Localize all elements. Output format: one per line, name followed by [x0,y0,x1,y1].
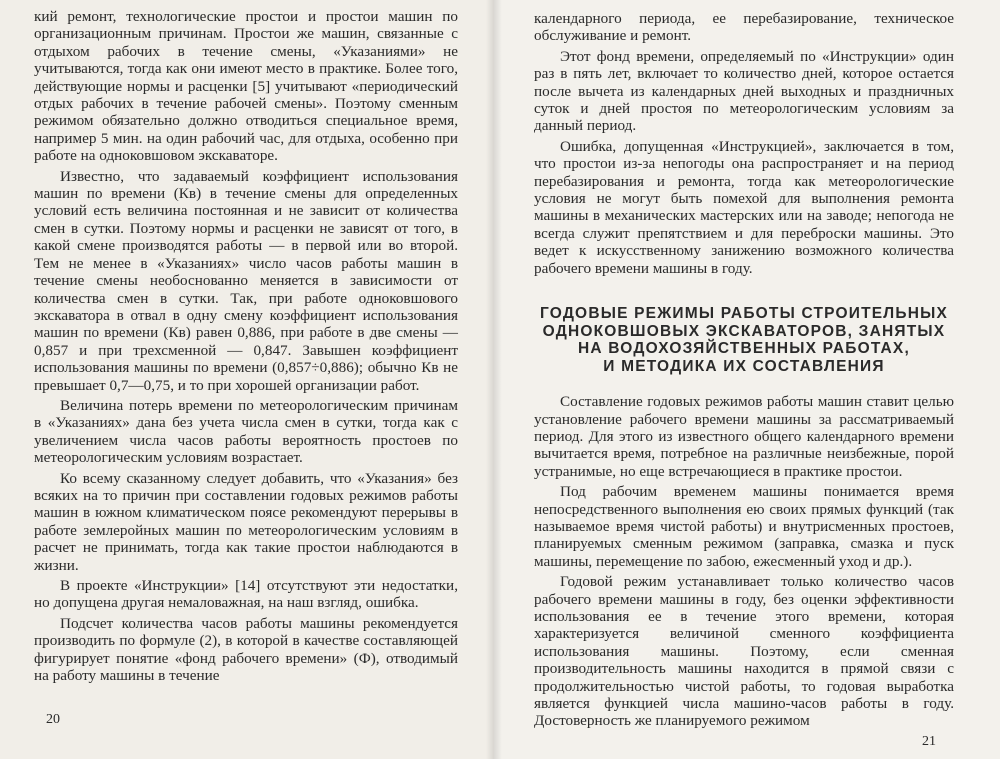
right-paragraph-4: Составление годовых режимов работы машин ставит целью установление рабочего времени машины за рассматриваемый период. Для этого из известного общего календарного времени вычитается время, потребное на различные неизбежные, порой устранимые, но еще встречающиеся в практике простои. [534,393,954,480]
right-page-text [534,10,954,730]
heading-line-1: ГОДОВЫЕ РЕЖИМЫ РАБОТЫ СТРОИТЕЛЬНЫХ [539,305,949,323]
right-paragraph-1: календарного периода, ее перебазирование, техническое обслуживание и ремонт. [534,10,954,45]
heading-line-2: ОДНОКОВШОВЫХ ЭКСКАВАТОРОВ, ЗАНЯТЫХ [542,322,946,340]
right-page-number: 21 [922,734,936,749]
heading-line-3: НА ВОДОХОЗЯЙСТВЕННЫХ РАБОТАХ, [578,340,910,358]
left-paragraph-1: кий ремонт, технологические простои и простои машин по организационным причинам. Простои же машин, связанные с отдыхом рабочих в течение смены, «Указаниями» не учитываются, тогда как они имеют место в практике. Более того, действующие нормы и расценки [5] учитывают «периодический отдых рабочих в течение рабочей смены». Поэтому сменным режимом обязательно должно отводиться специальное время, например 5 мин. на один рабочий час, для отдыха, особенно при работе на одноковшовом экскаваторе. [34,8,458,165]
left-page [0,0,494,759]
heading-line-4: И МЕТОДИКА ИХ СОСТАВЛЕНИЯ [603,357,885,375]
right-paragraph-3: Ошибка, допущенная «Инструкцией», заключается в том, что простои из-за непогоды она распространяет и на период перебазирования и ремонта, тогда как метеорологические условия не могут быть помехой для выполнения ремонта машины в механических мастерских или на заводе; непогода не всегда служит препятствием и для переброски машины. Это ведет к искусственному занижению возможного количества рабочего времени машины в году. [534,137,954,277]
right-paragraph-5: Под рабочим временем машины понимается время непосредственного выполнения ею своих прямых функций (так называемое время чистой работы) и внутрисменных простоев, планируемых сменным режимом (заправка, смазка и пуск машины, перемещение по забою, ежесменный уход и др.). [534,483,954,570]
left-page-text [34,8,458,684]
left-paragraph-2: Известно, что задаваемый коэффициент использования машин по времени (Кв) в течение смены для определенных условий есть величина постоянная и не зависит от количества смен в сутки. Поэтому нормы и расценки не зависят от того, в какой смене производятся работы — в первой или во второй. Тем не менее в «Указаниях» число часов работы машин в течение смены необоснованно меняется в зависимости от количества смен в сутки. Так, при работе одноковшового экскаватора в отвал в одну смену коэффициент использования машин по времени (Кв) равен 0,886, при работе в две смены —0,857 и при трехсменной — 0,847. Завышен коэффициент использования машины по времени (0,857÷0,886); обычно Кв не превышает 0,7—0,75, и то при хорошей организации работ. [34,167,458,394]
right-paragraph-6: Годовой режим устанавливает только количество часов рабочего времени машины в году, без оценки эффективности использования ее в течение этого времени, которая характеризуется величиной сменного коэффициента использования машины. Поэтому, если сменная производительность машины находится в прямой связи с продолжительностью чистой работы, то годовая выработка является функцией числа машино-часов работы в году. Достоверность же планируемого режимом [534,573,954,730]
left-paragraph-4: Ко всему сказанному следует добавить, что «Указания» без всяких на то причин при составлении годовых режимов работы машин в южном климатическом поясе рекомендуют перерывы в работе землеройных машин по метеорологическим условиям в расчет не принимать, тогда как такие простои наблюдаются в жизни. [34,469,458,574]
left-paragraph-6: Подсчет количества часов работы машины рекомендуется производить по формуле (2), в которой в качестве составляющей фигурирует понятие «фонд рабочего времени» (Ф), отводимый на работу машины в течение [34,614,458,685]
section-heading [534,305,954,375]
right-paragraph-2: Этот фонд времени, определяемый по «Инструкции» один раз в пять лет, включает то количество дней, которое остается после вычета из календарных дней выходных и праздничных суток и дней простоя по метеорологическим условиям за данный период. [534,47,954,135]
book-gutter [486,0,502,759]
left-page-number: 20 [46,712,60,727]
left-paragraph-3: Величина потерь времени по метеорологическим причинам в «Указаниях» дана без учета числа смен в сутки, тогда как с увеличением числа часов работы вероятность простоев по метеорологическим условиям возрастает. [34,396,458,467]
left-paragraph-5: В проекте «Инструкции» [14] отсутствуют эти недостатки, но допущена другая немаловажная, на наш взгляд, ошибка. [34,577,458,612]
right-page [494,0,1000,759]
